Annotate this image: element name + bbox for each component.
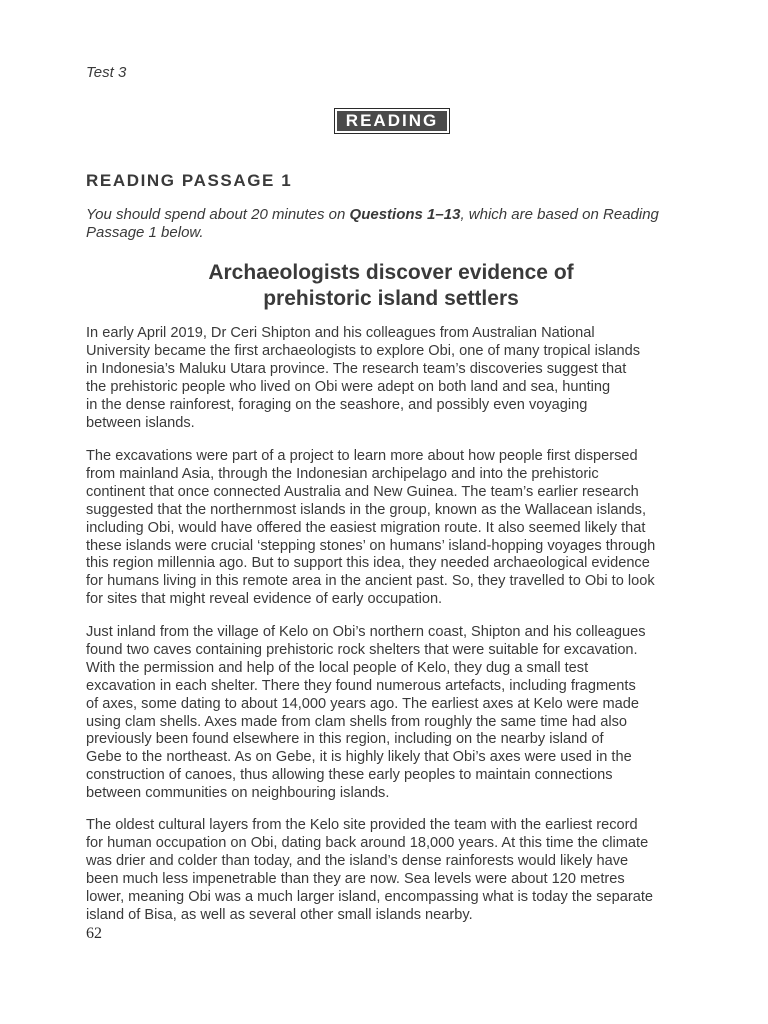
paragraph-line: In early April 2019, Dr Ceri Shipton and his colleagues from Australian National [86,325,595,341]
paragraph-line: for humans living in this remote area in the ancient past. So, they travelled to Obi to look [86,573,655,590]
paragraph-line: found two caves containing prehistoric rock shelters that were suitable for excavation. [86,641,638,658]
paragraph-line: in the dense rainforest, foraging on the seashore, and possibly even voyaging [86,396,588,413]
paragraph-3 [86,624,700,803]
paragraph-line: from mainland Asia, through the Indonesian archipelago and into the prehistoric [86,465,599,482]
paragraph-line: been much less impenetrable than they are now. Sea levels were about 120 metres [86,870,625,887]
paragraph-line: The excavations were part of a project to learn more about how people first dispersed [86,448,638,464]
paragraph-line: the prehistoric people who lived on Obi were adept on both land and sea, hunting [86,378,611,395]
paragraph-line: Just inland from the village of Kelo on Obi’s northern coast, Shipton and his colleagues [86,624,646,640]
instructions-questions-range: Questions 1–13 [349,206,461,223]
passage-instructions [86,206,696,242]
paragraph-line: construction of canoes, thus allowing these early peoples to maintain connections [86,767,613,784]
paragraph-line: suggested that the northernmost islands in the group, known as the Wallacean islands, [86,501,647,518]
article-title-line-1: Archaeologists discover evidence of [208,261,574,284]
paragraph-line: island of Bisa, as well as several other small islands nearby. [86,906,473,923]
paragraph-line: excavation in each shelter. There they found numerous artefacts, including fragments [86,677,636,694]
paragraph-line: of axes, some dating to about 14,000 years ago. The earliest axes at Kelo were made [86,695,640,712]
page-number: 62 [86,925,102,942]
paragraph-1 [86,325,700,432]
paragraph-line: between communities on neighbouring islands. [86,785,390,802]
paragraph-2 [86,448,700,609]
paragraph-line: between islands. [86,414,195,431]
instructions-text-end: , which are based on Reading Passage 1 below. [86,206,659,241]
paragraph-line: was drier and colder than today, and the island’s dense rainforests would likely have [86,852,629,869]
paragraph-line: for human occupation on Obi, dating back around 18,000 years. At this time the climate [86,834,649,851]
paragraph-line: continent that once connected Australia and New Guinea. The team’s earlier research [86,483,639,500]
passage-heading: READING PASSAGE 1 [86,171,293,190]
paragraph-line: previously been found elsewhere in this region, including on the nearby island of [86,731,604,748]
article-title [86,260,696,312]
section-banner-label: READING [337,111,447,131]
instructions-text-start: You should spend about 20 minutes on [86,206,350,223]
paragraph-line: including Obi, would have offered the easiest migration route. It also seemed likely that [86,519,646,536]
paragraph-4 [86,817,700,924]
paragraph-line: lower, meaning Obi was a much larger island, encompassing what is today the separate [86,888,654,905]
paragraph-line: this region millennia ago. But to support this idea, they needed archaeological evidence [86,555,650,572]
section-banner [334,108,450,134]
paragraph-line: for sites that might reveal evidence of early occupation. [86,591,443,608]
paragraph-line: these islands were crucial ‘stepping stones’ on humans’ island-hopping voyages through [86,537,656,554]
test-label: Test 3 [86,64,127,81]
paragraph-line: University became the first archaeologists to explore Obi, one of many tropical islands [86,342,641,359]
paragraph-line: in Indonesia’s Maluku Utara province. The research team’s discoveries suggest that [86,360,627,377]
article-title-line-2: prehistoric island settlers [263,287,519,310]
paragraph-line: using clam shells. Axes made from clam shells from roughly the same time had also [86,713,628,730]
paragraph-line: Gebe to the northeast. As on Gebe, it is highly likely that Obi’s axes were used in the [86,749,632,766]
paragraph-line: With the permission and help of the local people of Kelo, they dug a small test [86,659,589,676]
paragraph-line: The oldest cultural layers from the Kelo site provided the team with the earliest record [86,817,638,833]
